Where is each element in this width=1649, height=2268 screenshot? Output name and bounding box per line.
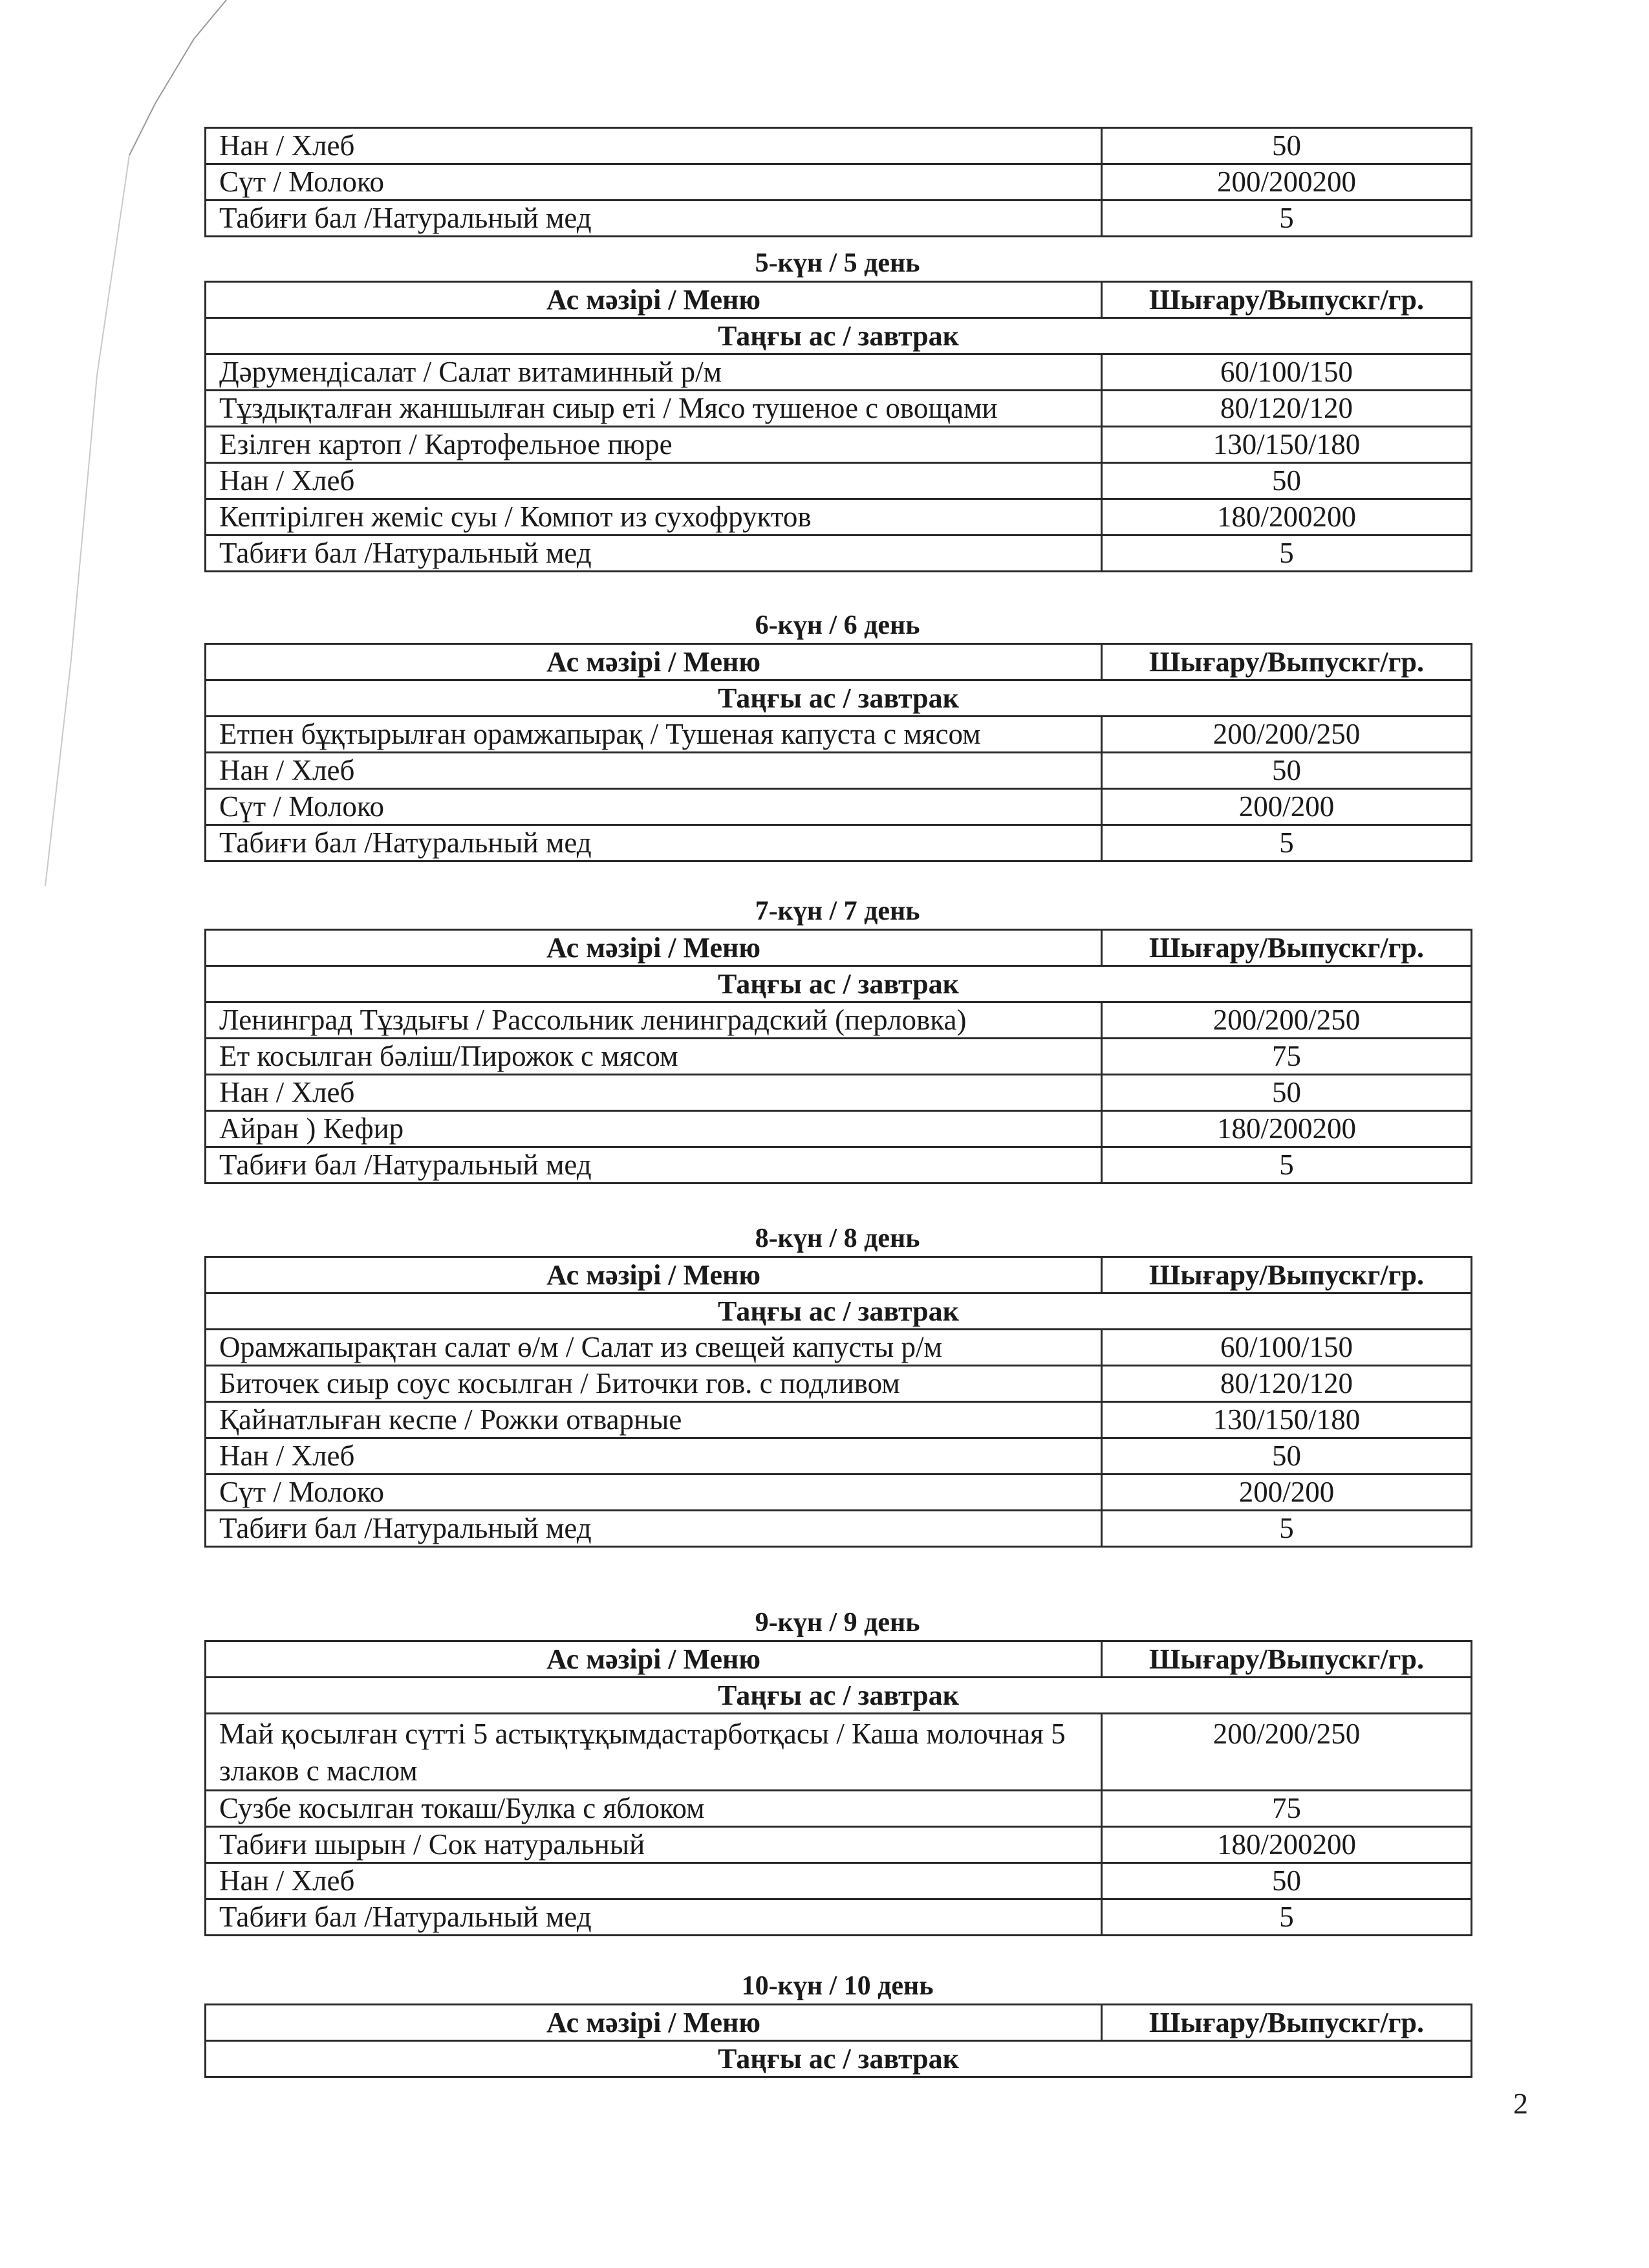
dish-name: Май қосылған сүтті 5 астықтұқымдастарботқасы / Каша молочная 5 злаков с маслом (206, 1714, 1102, 1791)
meal-label: Таңғы ас / завтрак (206, 318, 1472, 354)
table-row (206, 717, 1472, 753)
dish-amount: 5 (1102, 1147, 1472, 1183)
dish-amount: 5 (1102, 1899, 1472, 1936)
dish-amount: 80/120/120 (1102, 391, 1472, 427)
dish-amount: 180/200200 (1102, 499, 1472, 535)
dish-name: Кептірілген жеміс суы / Компот из сухофруктов (206, 499, 1102, 535)
dish-amount: 5 (1102, 825, 1472, 861)
meal-row (206, 966, 1472, 1002)
table-header-row (206, 1641, 1472, 1678)
dish-amount: 50 (1102, 1438, 1472, 1474)
table-row (206, 463, 1472, 499)
menu-column-header: Ас мәзірі / Меню (206, 644, 1102, 680)
output-column-header: Шығару/Выпускг/гр. (1102, 930, 1472, 966)
dish-name: Ет косылган бәліш/Пирожок с мясом (206, 1039, 1102, 1075)
menu-column-header: Ас мәзірі / Меню (206, 2005, 1102, 2041)
table-row (206, 1147, 1472, 1183)
day9-table (204, 1640, 1472, 1936)
dish-name: Биточек сиыр соус косылган / Биточки гов. с подливом (206, 1366, 1102, 1402)
output-column-header: Шығару/Выпускг/гр. (1102, 644, 1472, 680)
dish-amount: 180/200200 (1102, 1111, 1472, 1147)
dish-name: Тұздықталған жаншылған сиыр еті / Мясо тушеное с овощами (206, 391, 1102, 427)
table-row (206, 789, 1472, 825)
dish-name: Езілген картоп / Картофельное пюре (206, 427, 1102, 463)
meal-label: Таңғы ас / завтрак (206, 1678, 1472, 1714)
dish-amount: 200/200 (1102, 789, 1472, 825)
day-title: 10-күн / 10 день (741, 1971, 934, 2001)
day4-tail-table (204, 127, 1472, 237)
menu-column-header: Ас мәзірі / Меню (206, 1641, 1102, 1678)
dish-name: Табиғи бал /Натуральный мед (206, 1511, 1102, 1547)
table-row (206, 753, 1472, 789)
table-row (206, 1791, 1472, 1827)
dish-amount: 130/150/180 (1102, 1402, 1472, 1438)
dish-name: Сузбе косылган токаш/Булка с яблоком (206, 1791, 1102, 1827)
table-row (206, 535, 1472, 572)
menu-column-header: Ас мәзірі / Меню (206, 1257, 1102, 1293)
table-row (206, 427, 1472, 463)
dish-amount: 5 (1102, 1511, 1472, 1547)
output-column-header: Шығару/Выпускг/гр. (1102, 2005, 1472, 2041)
table-row (206, 1111, 1472, 1147)
menu-column-header: Ас мәзірі / Меню (206, 282, 1102, 318)
table-row (206, 391, 1472, 427)
meal-row (206, 1678, 1472, 1714)
dish-name: Орамжапырақтан салат ө/м / Салат из свещей капусты р/м (206, 1330, 1102, 1366)
dish-amount: 5 (1102, 535, 1472, 572)
dish-amount: 180/200200 (1102, 1827, 1472, 1863)
dish-amount: 75 (1102, 1039, 1472, 1075)
table-row (206, 1075, 1472, 1111)
day5-table (204, 281, 1472, 572)
dish-name: Сүт / Молоко (206, 1474, 1102, 1511)
table-row (206, 1474, 1472, 1511)
dish-name: Айран ) Кефир (206, 1111, 1102, 1147)
dish-amount: 200/200 (1102, 1474, 1472, 1511)
table-row (206, 354, 1472, 391)
table-row (206, 200, 1472, 237)
dish-amount: 50 (1102, 463, 1472, 499)
dish-amount: 200/200/250 (1102, 717, 1472, 753)
menu-column-header: Ас мәзірі / Меню (206, 930, 1102, 966)
dish-name: Нан / Хлеб (206, 128, 1102, 164)
table-header-row (206, 1257, 1472, 1293)
dish-amount: 200/200/250 (1102, 1002, 1472, 1039)
dish-name: Нан / Хлеб (206, 1438, 1102, 1474)
dish-amount: 60/100/150 (1102, 354, 1472, 391)
dish-amount: 50 (1102, 753, 1472, 789)
dish-amount: 75 (1102, 1791, 1472, 1827)
dish-amount: 60/100/150 (1102, 1330, 1472, 1366)
dish-amount: 50 (1102, 1863, 1472, 1899)
table-row (206, 1438, 1472, 1474)
dish-amount: 130/150/180 (1102, 427, 1472, 463)
dish-name: Сүт / Молоко (206, 164, 1102, 200)
meal-row (206, 1293, 1472, 1330)
meal-row (206, 2041, 1472, 2077)
dish-name: Табиғи шырын / Сок натуральный (206, 1827, 1102, 1863)
dish-amount: 5 (1102, 200, 1472, 237)
dish-name: Табиғи бал /Натуральный мед (206, 1899, 1102, 1936)
table-row (206, 1863, 1472, 1899)
meal-row (206, 318, 1472, 354)
dish-amount: 80/120/120 (1102, 1366, 1472, 1402)
meal-label: Таңғы ас / завтрак (206, 1293, 1472, 1330)
dish-name: Табиғи бал /Натуральный мед (206, 535, 1102, 572)
table-row (206, 1039, 1472, 1075)
table-row (206, 1002, 1472, 1039)
meal-label: Таңғы ас / завтрак (206, 680, 1472, 717)
dish-name: Нан / Хлеб (206, 463, 1102, 499)
dish-amount: 50 (1102, 128, 1472, 164)
dish-name: Қайнатлыған кеспе / Рожки отварные (206, 1402, 1102, 1438)
dish-name: Табиғи бал /Натуральный мед (206, 1147, 1102, 1183)
dish-name: Нан / Хлеб (206, 753, 1102, 789)
table-row (206, 1714, 1472, 1791)
day-title: 5-күн / 5 день (755, 248, 920, 278)
dish-name: Табиғи бал /Натуральный мед (206, 825, 1102, 861)
meal-label: Таңғы ас / завтрак (206, 966, 1472, 1002)
day-title: 6-күн / 6 день (755, 610, 920, 640)
day-title: 7-күн / 7 день (755, 896, 920, 926)
table-header-row (206, 2005, 1472, 2041)
table-header-row (206, 282, 1472, 318)
table-header-row (206, 930, 1472, 966)
output-column-header: Шығару/Выпускг/гр. (1102, 282, 1472, 318)
dish-name: Нан / Хлеб (206, 1075, 1102, 1111)
table-row (206, 128, 1472, 164)
table-row (206, 1366, 1472, 1402)
day10-table (204, 2003, 1472, 2078)
table-header-row (206, 644, 1472, 680)
dish-name: Ленинград Тұздығы / Рассольник ленинградский (перловка) (206, 1002, 1102, 1039)
day7-table (204, 929, 1472, 1184)
dish-amount: 200/200200 (1102, 164, 1472, 200)
dish-name: Етпен бұқтырылған орамжапырақ / Тушеная капуста с мясом (206, 717, 1102, 753)
table-row (206, 1402, 1472, 1438)
output-column-header: Шығару/Выпускг/гр. (1102, 1641, 1472, 1678)
table-row (206, 1330, 1472, 1366)
day8-table (204, 1256, 1472, 1548)
dish-name: Нан / Хлеб (206, 1863, 1102, 1899)
table-row (206, 1511, 1472, 1547)
meal-row (206, 680, 1472, 717)
day-title: 9-күн / 9 день (755, 1608, 920, 1637)
table-row (206, 1899, 1472, 1936)
dish-amount: 50 (1102, 1075, 1472, 1111)
output-column-header: Шығару/Выпускг/гр. (1102, 1257, 1472, 1293)
day-title: 8-күн / 8 день (755, 1224, 920, 1253)
day6-table (204, 643, 1472, 862)
dish-name: Табиғи бал /Натуральный мед (206, 200, 1102, 237)
table-row (206, 499, 1472, 535)
dish-amount: 200/200/250 (1102, 1714, 1472, 1791)
page-number: 2 (1513, 2087, 1528, 2120)
dish-name: Сүт / Молоко (206, 789, 1102, 825)
table-row (206, 164, 1472, 200)
table-row (206, 1827, 1472, 1863)
table-row (206, 825, 1472, 861)
dish-name: Дәрумендісалат / Салат витаминный р/м (206, 354, 1102, 391)
meal-label: Таңғы ас / завтрак (206, 2041, 1472, 2077)
